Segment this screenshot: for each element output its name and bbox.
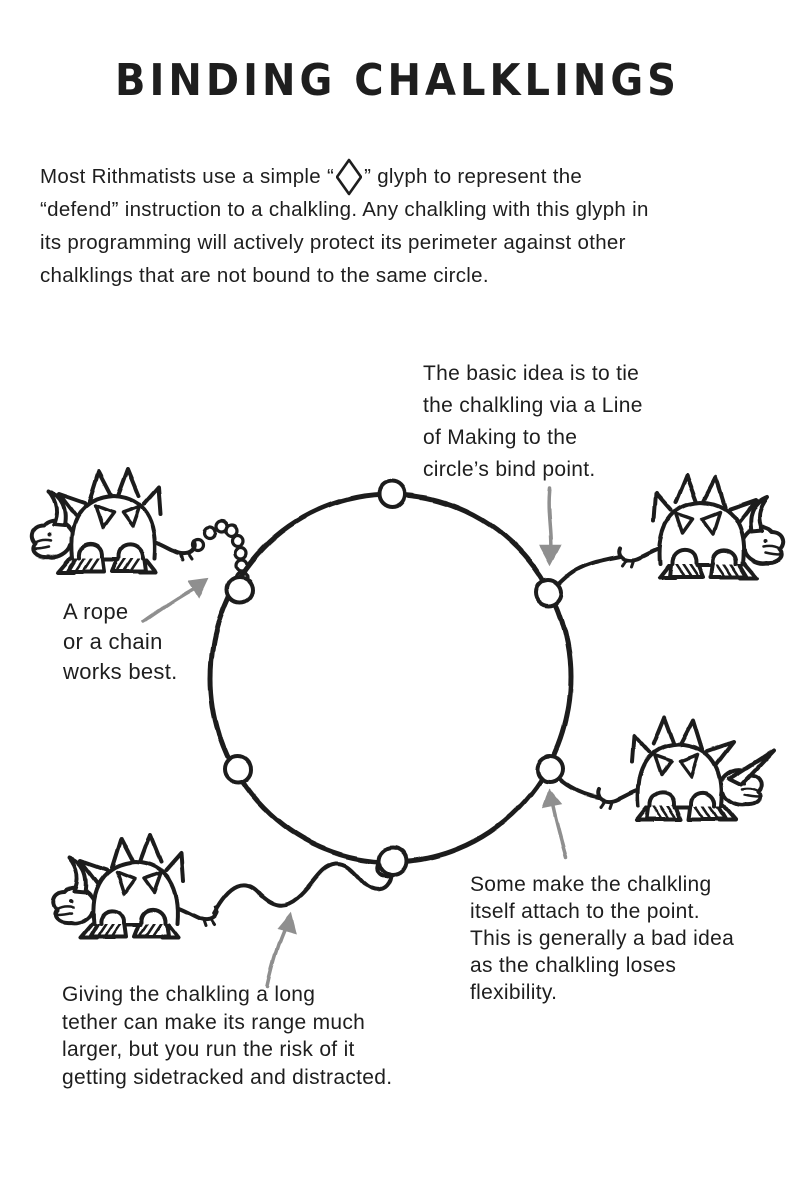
note-line: Giving the chalkling a long [62,983,316,1006]
long-tether-connector [214,859,396,914]
intro-line-4: chalklings that are not bound to the same circle. [40,264,489,287]
note-line: The basic idea is to tie [423,362,640,385]
note-line: of Making to the [423,426,578,449]
intro-line-1 [40,160,770,193]
note-line: as the chalkling loses [470,954,677,977]
note-line: the chalkling via a Line [423,394,643,417]
chalkling-top-right [620,475,783,578]
bind-point-bottom [379,847,407,875]
intro-line-1-after: ” glyph to represent the [364,165,583,188]
note-line: This is generally a bad idea [470,927,735,950]
note-line: tether can make its range much [62,1010,366,1034]
warding-circle [211,494,571,862]
note-line: getting sidetracked and distracted. [62,1065,393,1089]
chalkling-top-left [31,469,194,572]
note-line: circle’s bind point. [423,458,596,481]
note-long-tether [62,981,392,1091]
intro-paragraph [40,160,770,292]
note-line: itself attach to the point. [470,900,700,923]
note-line: A rope [63,599,129,624]
defend-diamond-glyph-icon [336,158,362,196]
page-title: BINDING CHALKLINGS [115,56,680,106]
bind-point-upper-left [227,577,253,603]
chalkling-middle-right [598,717,773,820]
note-line: larger, but you run the risk of it [62,1038,355,1061]
note-line: works best. [63,659,178,684]
bind-point-lower-left [225,756,251,782]
bind-point-lower-right [537,756,563,782]
intro-line-2: “defend” instruction to a chalkling. Any chalkling with this glyph in [40,198,649,221]
note-direct-attach [470,871,734,1006]
bind-point-upper-right [536,579,562,605]
intro-line-3: its programming will actively protect its perimeter against other [40,231,626,254]
chain-connector [193,522,248,583]
note-line: or a chain [63,629,163,654]
note-rope [63,597,178,687]
chalkling-bottom-left [53,835,216,938]
bind-point-arrow-icon [542,489,558,562]
tether-arrow-icon [267,915,294,986]
note-bind-point [423,358,643,486]
bind-point-top [379,481,405,507]
attach-arrow-icon [545,792,567,857]
note-line: Some make the chalkling [470,873,712,896]
intro-line-1-before: Most Rithmatists use a simple “ [40,165,335,188]
note-line: flexibility. [470,981,558,1004]
